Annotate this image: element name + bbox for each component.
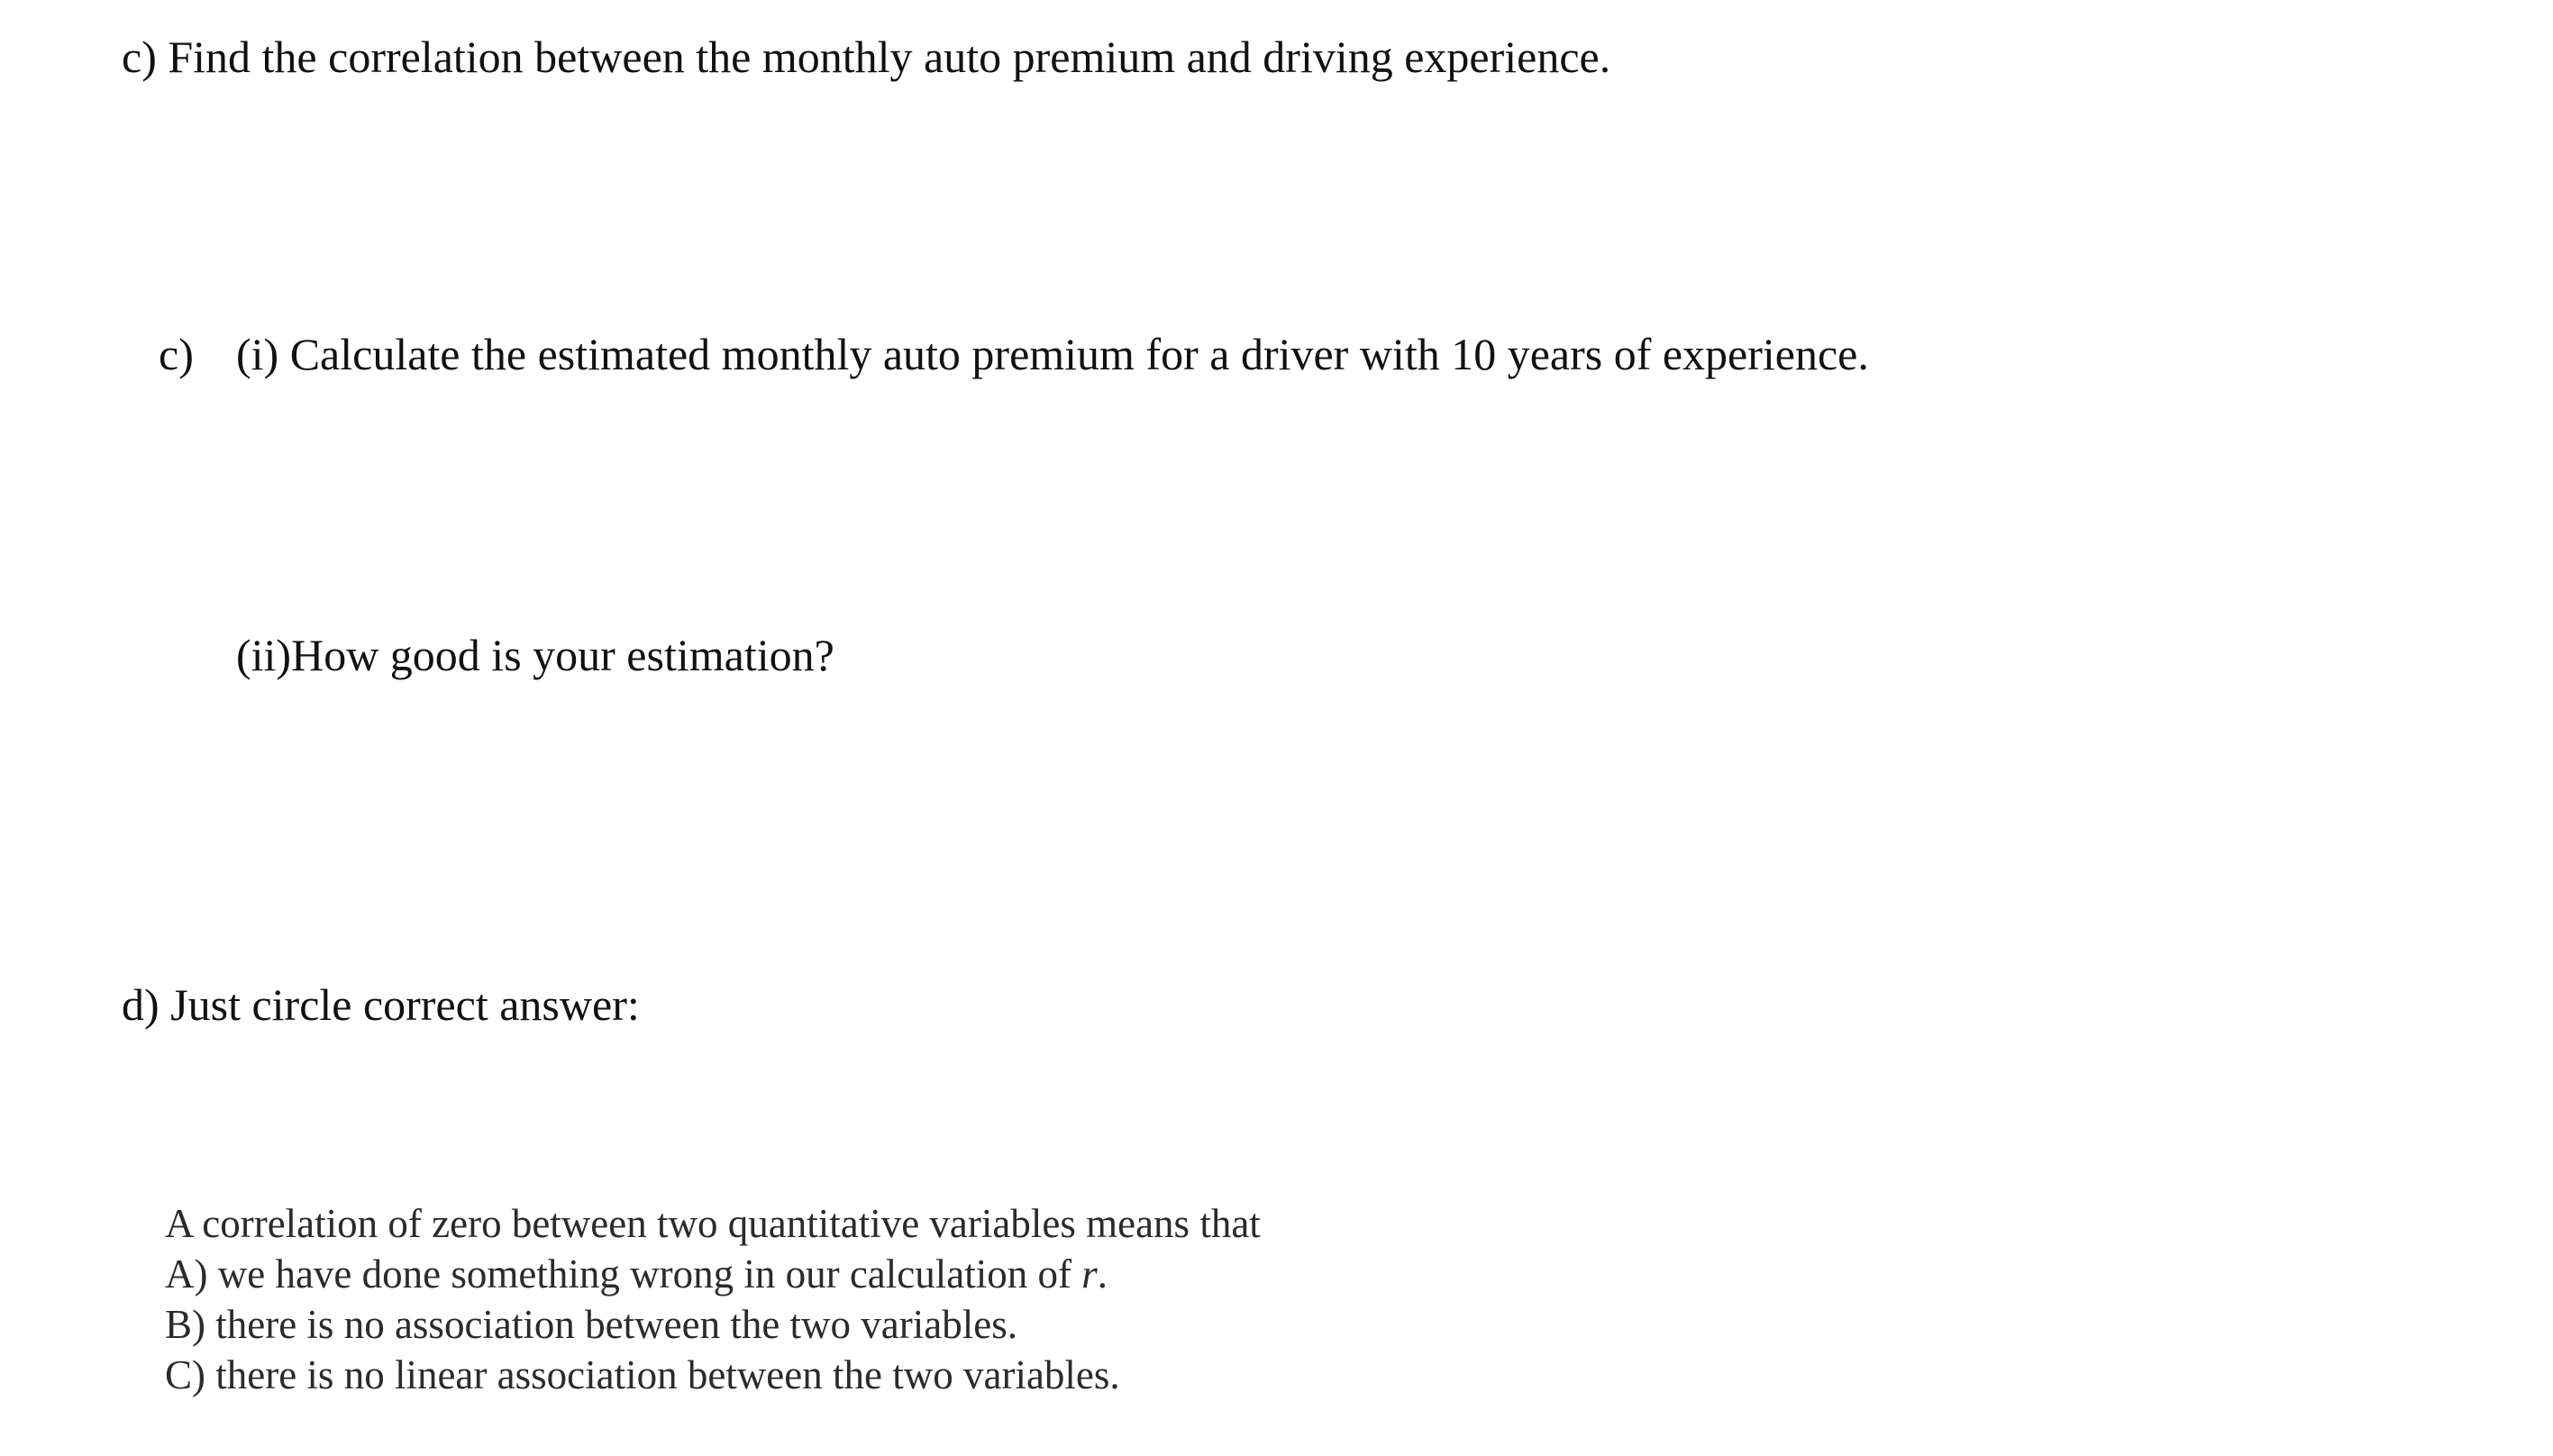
mc-stem: A correlation of zero between two quantitative variables means that <box>165 1201 1261 1246</box>
question-c-part-ii: (ii)How good is your estimation? <box>236 630 834 680</box>
question-c-part-i <box>159 329 1869 379</box>
mc-option-b[interactable]: B) there is no association between the two variables. <box>165 1302 1017 1347</box>
question-c-i-text: (i) Calculate the estimated monthly auto premium for a driver with 10 years of experience. <box>236 329 1869 379</box>
question-c-marker: c) <box>159 329 194 379</box>
mc-option-c[interactable]: C) there is no linear association between the two variables. <box>165 1352 1120 1397</box>
question-d-prompt: d) Just circle correct answer: <box>122 979 640 1030</box>
mc-option-a[interactable] <box>165 1249 1261 1299</box>
question-c-correlation: c) Find the correlation between the monthly auto premium and driving experience. <box>122 32 1611 82</box>
mc-option-a-end: . <box>1097 1251 1108 1297</box>
multiple-choice-block <box>165 1198 1261 1400</box>
mc-option-a-variable: r <box>1081 1251 1098 1297</box>
mc-option-a-text: A) we have done something wrong in our calculation of <box>165 1251 1082 1297</box>
